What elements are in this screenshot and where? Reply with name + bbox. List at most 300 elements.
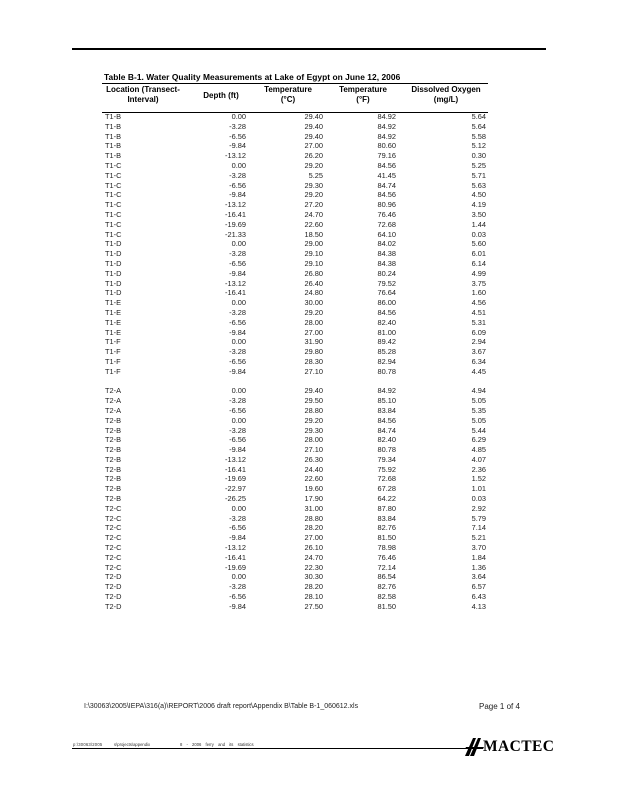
cell-depth: -3.28 <box>229 425 246 435</box>
cell-temperature-f: 67.28 <box>377 484 396 494</box>
table-row <box>102 553 488 563</box>
cell-location: T1-F <box>105 366 121 376</box>
cell-depth: 0.00 <box>231 415 246 425</box>
table-row <box>102 474 488 484</box>
cell-dissolved-oxygen: 4.19 <box>471 200 486 210</box>
cell-temperature-c: 19.60 <box>304 484 323 494</box>
table-row <box>102 112 488 122</box>
cell-temperature-c: 24.80 <box>304 288 323 298</box>
cell-depth: -21.33 <box>225 229 246 239</box>
cell-temperature-f: 76.46 <box>377 209 396 219</box>
cell-depth: -3.28 <box>229 582 246 592</box>
cell-depth: -6.56 <box>229 592 246 602</box>
cell-depth: 0.00 <box>231 112 246 121</box>
cell-dissolved-oxygen: 1.60 <box>471 288 486 298</box>
footer-date-line: 8 - 2006 ferry and its statistics <box>180 742 254 747</box>
cell-temperature-f: 89.42 <box>377 337 396 347</box>
cell-temperature-f: 87.80 <box>377 503 396 513</box>
cell-temperature-f: 72.68 <box>377 219 396 229</box>
table-row <box>102 132 488 142</box>
cell-location: T1-F <box>105 337 121 347</box>
cell-depth: -9.84 <box>229 366 246 376</box>
cell-depth: -6.56 <box>229 258 246 268</box>
cell-depth: -3.28 <box>229 249 246 259</box>
table-row <box>102 563 488 573</box>
cell-temperature-c: 26.30 <box>304 454 323 464</box>
cell-temperature-f: 85.10 <box>377 396 396 406</box>
cell-dissolved-oxygen: 0.30 <box>471 151 486 161</box>
footer-project-number: p:\30063\2005 <box>73 742 103 747</box>
cell-temperature-c: 28.10 <box>304 592 323 602</box>
table-row <box>102 514 488 524</box>
table-row <box>102 602 488 612</box>
table-row <box>102 190 488 200</box>
cell-dissolved-oxygen: 6.43 <box>471 592 486 602</box>
cell-temperature-f: 82.76 <box>377 582 396 592</box>
cell-dissolved-oxygen: 0.03 <box>471 229 486 239</box>
cell-depth: -16.41 <box>225 288 246 298</box>
cell-depth: -22.97 <box>225 484 246 494</box>
cell-dissolved-oxygen: 4.99 <box>471 268 486 278</box>
table-row <box>102 347 488 357</box>
table-row <box>102 298 488 308</box>
cell-dissolved-oxygen: 7.14 <box>471 523 486 533</box>
cell-temperature-f: 76.64 <box>377 288 396 298</box>
cell-dissolved-oxygen: 1.36 <box>471 562 486 572</box>
cell-depth: -13.12 <box>225 278 246 288</box>
cell-temperature-c: 29.50 <box>304 396 323 406</box>
cell-temperature-c: 27.00 <box>304 327 323 337</box>
cell-depth: -6.56 <box>229 317 246 327</box>
table-row <box>102 337 488 347</box>
cell-temperature-c: 28.00 <box>304 435 323 445</box>
cell-dissolved-oxygen: 3.70 <box>471 543 486 553</box>
cell-temperature-c: 29.30 <box>304 425 323 435</box>
cell-temperature-f: 81.00 <box>377 327 396 337</box>
cell-temperature-c: 29.40 <box>304 112 323 121</box>
mactec-logo <box>464 737 560 757</box>
cell-temperature-c: 27.20 <box>304 200 323 210</box>
cell-location: T2-C <box>105 523 122 533</box>
cell-location: T1-C <box>105 180 122 190</box>
cell-temperature-f: 84.74 <box>377 180 396 190</box>
cell-dissolved-oxygen: 4.07 <box>471 454 486 464</box>
cell-depth: -13.12 <box>225 543 246 553</box>
cell-temperature-c: 27.10 <box>304 366 323 376</box>
cell-dissolved-oxygen: 5.05 <box>471 396 486 406</box>
cell-temperature-f: 80.96 <box>377 200 396 210</box>
column-header-temperature-f: Temperature (°F) <box>339 85 387 104</box>
cell-temperature-f: 76.46 <box>377 552 396 562</box>
cell-temperature-f: 79.16 <box>377 151 396 161</box>
cell-dissolved-oxygen: 1.84 <box>471 552 486 562</box>
cell-temperature-c: 29.00 <box>304 239 323 249</box>
table-row <box>102 210 488 220</box>
cell-depth: -3.28 <box>229 121 246 131</box>
cell-depth: -13.12 <box>225 454 246 464</box>
cell-temperature-f: 72.68 <box>377 474 396 484</box>
cell-depth: -3.28 <box>229 396 246 406</box>
table-row <box>102 533 488 543</box>
cell-temperature-f: 84.92 <box>377 112 396 121</box>
table-row <box>102 288 488 298</box>
table-row <box>102 161 488 171</box>
cell-location: T2-B <box>105 454 122 464</box>
table-row <box>102 249 488 259</box>
cell-dissolved-oxygen: 0.03 <box>471 494 486 504</box>
cell-dissolved-oxygen: 3.50 <box>471 209 486 219</box>
cell-temperature-f: 86.00 <box>377 298 396 308</box>
cell-dissolved-oxygen: 5.25 <box>471 160 486 170</box>
cell-temperature-f: 75.92 <box>377 464 396 474</box>
cell-dissolved-oxygen: 6.14 <box>471 258 486 268</box>
cell-location: T2-C <box>105 513 122 523</box>
cell-temperature-f: 79.34 <box>377 454 396 464</box>
cell-temperature-c: 27.00 <box>304 533 323 543</box>
cell-temperature-c: 29.20 <box>304 160 323 170</box>
cell-location: T1-B <box>105 151 122 161</box>
table-row <box>102 455 488 465</box>
cell-temperature-f: 82.94 <box>377 356 396 366</box>
footer-file-path: I:\30063\2005\IEPA\316(a)\REPORT\2006 draft report\Appendix B\Table B-1_060612.xls <box>84 703 359 710</box>
column-header-depth: Depth (ft) <box>203 91 239 100</box>
cell-temperature-c: 28.20 <box>304 523 323 533</box>
table-row <box>102 308 488 318</box>
cell-dissolved-oxygen: 5.44 <box>471 425 486 435</box>
table-row <box>102 230 488 240</box>
cell-temperature-f: 83.84 <box>377 513 396 523</box>
cell-temperature-f: 84.02 <box>377 239 396 249</box>
table-row <box>102 269 488 279</box>
cell-location: T2-B <box>105 415 122 425</box>
table-row <box>102 445 488 455</box>
cell-temperature-c: 29.40 <box>304 131 323 141</box>
table-body <box>102 112 488 612</box>
cell-temperature-c: 29.40 <box>304 121 323 131</box>
table-row <box>102 318 488 328</box>
cell-location: T2-B <box>105 464 122 474</box>
cell-location: T2-B <box>105 474 122 484</box>
cell-depth: 0.00 <box>231 386 246 396</box>
cell-depth: -13.12 <box>225 151 246 161</box>
column-header-location: Location (Transect- Interval) <box>106 85 180 104</box>
cell-location: T1-C <box>105 209 122 219</box>
cell-depth: -9.84 <box>229 327 246 337</box>
cell-location: T2-D <box>105 592 122 602</box>
cell-temperature-c: 31.90 <box>304 337 323 347</box>
cell-temperature-c: 30.00 <box>304 298 323 308</box>
cell-temperature-f: 80.24 <box>377 268 396 278</box>
cell-depth: 0.00 <box>231 572 246 582</box>
cell-dissolved-oxygen: 6.57 <box>471 582 486 592</box>
cell-temperature-f: 84.56 <box>377 307 396 317</box>
table-row <box>102 523 488 533</box>
cell-location: T1-E <box>105 307 122 317</box>
cell-depth: -9.84 <box>229 141 246 151</box>
cell-depth: -9.84 <box>229 268 246 278</box>
cell-temperature-c: 5.25 <box>308 170 323 180</box>
cell-location: T2-B <box>105 425 122 435</box>
cell-temperature-c: 24.40 <box>304 464 323 474</box>
cell-dissolved-oxygen: 3.67 <box>471 347 486 357</box>
cell-depth: -19.69 <box>225 474 246 484</box>
cell-location: T2-A <box>105 386 122 396</box>
page-number: Page 1 of 4 <box>479 702 520 711</box>
cell-location: T2-B <box>105 494 122 504</box>
cell-location: T2-A <box>105 396 122 406</box>
table-row <box>102 386 488 396</box>
cell-dissolved-oxygen: 4.13 <box>471 601 486 611</box>
cell-dissolved-oxygen: 5.64 <box>471 121 486 131</box>
cell-temperature-c: 29.20 <box>304 190 323 200</box>
cell-depth: -6.56 <box>229 523 246 533</box>
cell-temperature-c: 30.30 <box>304 572 323 582</box>
cell-depth: 0.00 <box>231 337 246 347</box>
cell-dissolved-oxygen: 5.58 <box>471 131 486 141</box>
cell-temperature-c: 26.10 <box>304 543 323 553</box>
cell-location: T1-D <box>105 239 122 249</box>
cell-location: T1-C <box>105 229 122 239</box>
cell-location: T1-D <box>105 249 122 259</box>
cell-temperature-f: 64.22 <box>377 494 396 504</box>
cell-dissolved-oxygen: 1.52 <box>471 474 486 484</box>
cell-temperature-c: 27.50 <box>304 601 323 611</box>
cell-temperature-c: 29.40 <box>304 386 323 396</box>
cell-location: T1-C <box>105 190 122 200</box>
cell-location: T2-B <box>105 445 122 455</box>
cell-location: T2-C <box>105 533 122 543</box>
cell-temperature-f: 82.58 <box>377 592 396 602</box>
cell-dissolved-oxygen: 4.51 <box>471 307 486 317</box>
table-row <box>102 122 488 132</box>
cell-depth: 0.00 <box>231 298 246 308</box>
cell-location: T2-C <box>105 562 122 572</box>
cell-dissolved-oxygen: 5.21 <box>471 533 486 543</box>
cell-location: T1-C <box>105 160 122 170</box>
cell-location: T2-A <box>105 405 122 415</box>
cell-temperature-f: 84.56 <box>377 415 396 425</box>
cell-depth: -3.28 <box>229 307 246 317</box>
cell-location: T2-C <box>105 503 122 513</box>
cell-temperature-f: 79.52 <box>377 278 396 288</box>
cell-temperature-f: 84.38 <box>377 249 396 259</box>
cell-dissolved-oxygen: 5.31 <box>471 317 486 327</box>
cell-temperature-f: 80.60 <box>377 141 396 151</box>
cell-dissolved-oxygen: 3.75 <box>471 278 486 288</box>
cell-temperature-f: 84.38 <box>377 258 396 268</box>
cell-dissolved-oxygen: 2.36 <box>471 464 486 474</box>
cell-temperature-f: 64.10 <box>377 229 396 239</box>
cell-location: T2-D <box>105 572 122 582</box>
cell-location: T1-B <box>105 141 122 151</box>
cell-temperature-c: 29.30 <box>304 180 323 190</box>
cell-temperature-c: 27.00 <box>304 141 323 151</box>
cell-temperature-f: 41.45 <box>377 170 396 180</box>
cell-dissolved-oxygen: 5.71 <box>471 170 486 180</box>
cell-depth: -16.41 <box>225 209 246 219</box>
cell-temperature-c: 24.70 <box>304 552 323 562</box>
mactec-logo-text: MACTEC <box>483 738 555 755</box>
cell-location: T1-C <box>105 170 122 180</box>
table-row <box>102 151 488 161</box>
cell-depth: -9.84 <box>229 190 246 200</box>
cell-depth: -3.28 <box>229 170 246 180</box>
cell-temperature-c: 29.10 <box>304 258 323 268</box>
cell-temperature-c: 18.50 <box>304 229 323 239</box>
cell-dissolved-oxygen: 4.94 <box>471 386 486 396</box>
cell-temperature-c: 26.80 <box>304 268 323 278</box>
cell-depth: 0.00 <box>231 503 246 513</box>
cell-temperature-f: 84.74 <box>377 425 396 435</box>
cell-dissolved-oxygen: 6.29 <box>471 435 486 445</box>
cell-temperature-f: 81.50 <box>377 533 396 543</box>
cell-depth: -9.84 <box>229 601 246 611</box>
cell-temperature-f: 81.50 <box>377 601 396 611</box>
table-row-spacer <box>102 377 488 387</box>
cell-temperature-c: 28.30 <box>304 356 323 366</box>
table-row <box>102 504 488 514</box>
cell-dissolved-oxygen: 5.60 <box>471 239 486 249</box>
cell-dissolved-oxygen: 5.63 <box>471 180 486 190</box>
table-title: Table B-1. Water Quality Measurements at Lake of Egypt on June 12, 2006 <box>104 72 401 82</box>
cell-temperature-f: 80.78 <box>377 366 396 376</box>
cell-depth: -16.41 <box>225 464 246 474</box>
cell-temperature-c: 22.60 <box>304 474 323 484</box>
cell-dissolved-oxygen: 6.09 <box>471 327 486 337</box>
cell-location: T1-D <box>105 268 122 278</box>
cell-temperature-f: 84.56 <box>377 160 396 170</box>
cell-depth: 0.00 <box>231 239 246 249</box>
table-row <box>102 357 488 367</box>
cell-temperature-c: 29.20 <box>304 307 323 317</box>
cell-depth: 0.00 <box>231 160 246 170</box>
cell-dissolved-oxygen: 4.85 <box>471 445 486 455</box>
cell-depth: -6.56 <box>229 131 246 141</box>
cell-location: T2-D <box>105 601 122 611</box>
cell-depth: -9.84 <box>229 445 246 455</box>
cell-depth: -6.56 <box>229 435 246 445</box>
cell-location: T2-B <box>105 484 122 494</box>
cell-dissolved-oxygen: 5.05 <box>471 415 486 425</box>
table-row <box>102 200 488 210</box>
cell-location: T1-F <box>105 347 121 357</box>
cell-location: T1-E <box>105 327 122 337</box>
cell-temperature-c: 24.70 <box>304 209 323 219</box>
cell-temperature-c: 28.80 <box>304 513 323 523</box>
cell-temperature-f: 86.54 <box>377 572 396 582</box>
footer-file-name: s\projects\appendix <box>114 742 151 747</box>
table-header <box>102 83 488 113</box>
table-row <box>102 259 488 269</box>
cell-depth: -6.56 <box>229 405 246 415</box>
cell-location: T1-F <box>105 356 121 366</box>
table-row <box>102 220 488 230</box>
cell-temperature-c: 28.00 <box>304 317 323 327</box>
cell-location: T1-D <box>105 258 122 268</box>
table-row <box>102 484 488 494</box>
cell-temperature-f: 84.92 <box>377 121 396 131</box>
top-rule <box>72 48 546 50</box>
cell-location: T1-D <box>105 288 122 298</box>
cell-dissolved-oxygen: 4.56 <box>471 298 486 308</box>
cell-dissolved-oxygen: 2.92 <box>471 503 486 513</box>
cell-temperature-c: 29.10 <box>304 249 323 259</box>
cell-dissolved-oxygen: 4.50 <box>471 190 486 200</box>
cell-location: T1-B <box>105 112 122 121</box>
cell-depth: -26.25 <box>225 494 246 504</box>
cell-dissolved-oxygen: 1.01 <box>471 484 486 494</box>
table-row <box>102 572 488 582</box>
cell-temperature-c: 22.60 <box>304 219 323 229</box>
cell-temperature-f: 78.98 <box>377 543 396 553</box>
table-row <box>102 367 488 377</box>
column-header-dissolved-oxygen: Dissolved Oxygen (mg/L) <box>411 85 481 104</box>
table-row <box>102 181 488 191</box>
table-row <box>102 279 488 289</box>
table-row <box>102 328 488 338</box>
table-row <box>102 494 488 504</box>
cell-location: T1-E <box>105 298 122 308</box>
cell-temperature-c: 22.30 <box>304 562 323 572</box>
cell-location: T1-D <box>105 278 122 288</box>
cell-dissolved-oxygen: 6.34 <box>471 356 486 366</box>
cell-dissolved-oxygen: 2.94 <box>471 337 486 347</box>
cell-location: T1-B <box>105 121 122 131</box>
cell-dissolved-oxygen: 5.64 <box>471 112 486 121</box>
cell-temperature-c: 28.20 <box>304 582 323 592</box>
table-row <box>102 465 488 475</box>
table-row <box>102 141 488 151</box>
cell-location: T2-C <box>105 543 122 553</box>
cell-depth: -19.69 <box>225 219 246 229</box>
table-row <box>102 239 488 249</box>
cell-temperature-c: 31.00 <box>304 503 323 513</box>
cell-temperature-c: 29.80 <box>304 347 323 357</box>
cell-temperature-f: 85.28 <box>377 347 396 357</box>
table-row <box>102 582 488 592</box>
cell-location: T2-D <box>105 582 122 592</box>
cell-depth: -16.41 <box>225 552 246 562</box>
cell-temperature-c: 29.20 <box>304 415 323 425</box>
cell-temperature-f: 84.56 <box>377 190 396 200</box>
cell-location: T1-C <box>105 219 122 229</box>
cell-temperature-f: 82.76 <box>377 523 396 533</box>
cell-location: T1-E <box>105 317 122 327</box>
cell-dissolved-oxygen: 3.64 <box>471 572 486 582</box>
cell-depth: -3.28 <box>229 513 246 523</box>
cell-temperature-c: 28.80 <box>304 405 323 415</box>
cell-temperature-c: 17.90 <box>304 494 323 504</box>
cell-depth: -19.69 <box>225 562 246 572</box>
cell-temperature-c: 26.40 <box>304 278 323 288</box>
table-row <box>102 171 488 181</box>
cell-location: T1-B <box>105 131 122 141</box>
table-row <box>102 396 488 406</box>
cell-depth: -9.84 <box>229 533 246 543</box>
cell-temperature-f: 80.78 <box>377 445 396 455</box>
cell-temperature-f: 82.40 <box>377 435 396 445</box>
bottom-rule <box>72 748 472 749</box>
cell-dissolved-oxygen: 5.79 <box>471 513 486 523</box>
table-row <box>102 543 488 553</box>
cell-dissolved-oxygen: 6.01 <box>471 249 486 259</box>
table-row <box>102 435 488 445</box>
cell-dissolved-oxygen: 1.44 <box>471 219 486 229</box>
cell-dissolved-oxygen: 4.45 <box>471 366 486 376</box>
cell-dissolved-oxygen: 5.35 <box>471 405 486 415</box>
cell-location: T1-C <box>105 200 122 210</box>
cell-depth: -13.12 <box>225 200 246 210</box>
